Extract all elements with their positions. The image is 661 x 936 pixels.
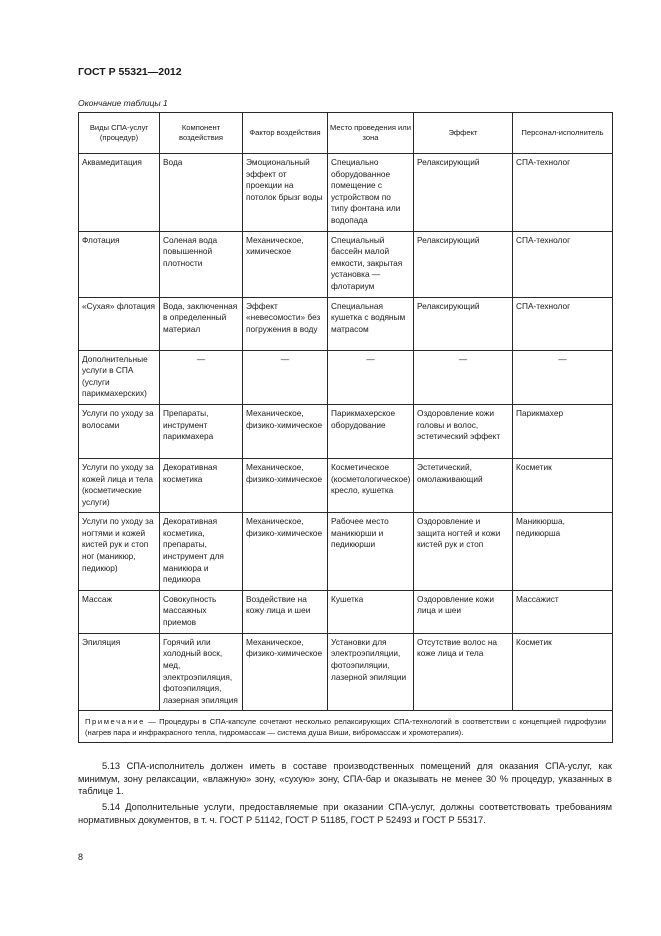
table-row — [79, 513, 613, 591]
table-cell: — — [328, 350, 414, 404]
table-cell: Вода — [160, 154, 243, 232]
table-cell: Оздоровление кожи лица и шеи — [414, 590, 513, 633]
column-header: Место проведения или зона — [328, 113, 414, 154]
table-cell: Флотация — [79, 231, 160, 297]
table-cell: Услуги по уходу за волосами — [79, 404, 160, 458]
table-cell: Механическое, физико-химическое — [243, 458, 328, 512]
column-header: Фактор воздействия — [243, 113, 328, 154]
table-note — [79, 711, 613, 743]
table-cell: Препараты, инструмент парикмахера — [160, 404, 243, 458]
table-cell: Вода, заключенная в определенный материал — [160, 297, 243, 350]
note-label: Примечание — [85, 717, 145, 727]
column-header: Персонал-исполнитель — [513, 113, 613, 154]
table-cell: Эпиляция — [79, 633, 160, 711]
table-cell: СПА-технолог — [513, 297, 613, 350]
table-cell: — — [414, 350, 513, 404]
table-row — [79, 404, 613, 458]
table-cell: Отсутствие волос на коже лица и тела — [414, 633, 513, 711]
table-row — [79, 350, 613, 404]
table-cell: Соленая вода повышенной плотности — [160, 231, 243, 297]
table-cell: Косметик — [513, 633, 613, 711]
table-cell: Воздействие на кожу лица и шеи — [243, 590, 328, 633]
table-row — [79, 297, 613, 350]
table-cell: Эффект «невесомости» без погружения в воду — [243, 297, 328, 350]
table-cell: Горячий или холодный воск, мед, электроэпиляция, фотоэпиляция, лазерная эпиляция — [160, 633, 243, 711]
table-row — [79, 231, 613, 297]
table-cell: Специально оборудованное помещение с устройством по типу фонтана или водопада — [328, 154, 414, 232]
paragraph-5-14: 5.14 Дополнительные услуги, предоставляемые при оказании СПА-услуг, должны соответствовать требованиям нормативных документов, в т. ч. ГОСТ Р 51142, ГОСТ Р 51185, ГОСТ Р 52493 и ГОСТ Р 55317. — [78, 802, 612, 825]
table-cell: Услуги по уходу за кожей лица и тела (косметические услуги) — [79, 458, 160, 512]
table-cell: Декоративная косметика — [160, 458, 243, 512]
table-cell: Специальный бассейн малой емкости, закрытая установка — флотариум — [328, 231, 414, 297]
paragraph-5-13: 5.13 СПА-исполнитель должен иметь в составе производственных помещений для оказания СПА-услуг, как минимум, зону релаксации, «влажную» зону, «сухую» зону, СПА-бар и оказывать не менее 30 % процедур, указанных в таблице 1. — [78, 761, 612, 797]
table-cell: Парикмахерское оборудование — [328, 404, 414, 458]
table-cell: «Сухая» флотация — [79, 297, 160, 350]
table-cell: — — [243, 350, 328, 404]
table-cell: Релаксирующий — [414, 297, 513, 350]
table-cell: Совокупность массажных приемов — [160, 590, 243, 633]
table-cell: Массажист — [513, 590, 613, 633]
spa-services-table — [78, 112, 613, 743]
table-cell: Релаксирующий — [414, 231, 513, 297]
table-cell: Рабочее место маникюрши и педикюрши — [328, 513, 414, 591]
column-header: Виды СПА-услуг (процедур) — [79, 113, 160, 154]
table-cell: Механическое, физико-химическое — [243, 404, 328, 458]
table-cell: СПА-технолог — [513, 154, 613, 232]
table-cell: Декоративная косметика, препараты, инструмент для маникюра и педикюра — [160, 513, 243, 591]
table-cell: Кушетка — [328, 590, 414, 633]
table-cell: Аквамедитация — [79, 154, 160, 232]
table-row — [79, 154, 613, 232]
table-cell: Маникюрша, педикюрша — [513, 513, 613, 591]
table-cell: Оздоровление кожи головы и волос, эстетический эффект — [414, 404, 513, 458]
table-cell: Парикмахер — [513, 404, 613, 458]
table-cell: Релаксирующий — [414, 154, 513, 232]
page-number: 8 — [78, 852, 84, 862]
table-row — [79, 458, 613, 512]
table-cell: Косметическое (косметологическое) кресло, кушетка — [328, 458, 414, 512]
table-cell: Установки для электроэпиляции, фотоэпиляции, лазерной эпиляции — [328, 633, 414, 711]
table-cell: Механическое, физико-химическое — [243, 513, 328, 591]
table-header-row — [79, 113, 613, 154]
table-note-row — [79, 711, 613, 743]
column-header: Эффект — [414, 113, 513, 154]
table-cell: Массаж — [79, 590, 160, 633]
table-cell: — — [160, 350, 243, 404]
table-cell: Оздоровление и защита ногтей и кожи кистей рук и стоп — [414, 513, 513, 591]
table-cell: СПА-технолог — [513, 231, 613, 297]
table-cell: Механическое, физико-химическое — [243, 633, 328, 711]
table-cell: Дополнительные услуги в СПА (услуги парикмахерских) — [79, 350, 160, 404]
document-header: ГОСТ Р 55321—2012 — [78, 66, 182, 78]
table-row — [79, 633, 613, 711]
column-header: Компонент воздействия — [160, 113, 243, 154]
table-cell: Косметик — [513, 458, 613, 512]
table-cell: Эстетический, омолаживающий — [414, 458, 513, 512]
table-cell: — — [513, 350, 613, 404]
table-cell: Механическое, химическое — [243, 231, 328, 297]
note-text: — Процедуры в СПА-капсуле сочетают несколько релаксирующих СПА-технологий в соответствии с концепцией гидрофузии (нагрев пара и инфракрасного тепла, гидромассаж — система душа Виши, вибромассаж и хромотерапия). — [85, 717, 606, 738]
table-cell: Эмоциональный эффект от проекции на потолок брызг воды — [243, 154, 328, 232]
table-caption: Окончание таблицы 1 — [78, 98, 168, 108]
table-cell: Услуги по уходу за ногтями и кожей кистей рук и стоп ног (маникюр, педикюр) — [79, 513, 160, 591]
table-cell: Специальная кушетка с водяным матрасом — [328, 297, 414, 350]
table-row — [79, 590, 613, 633]
